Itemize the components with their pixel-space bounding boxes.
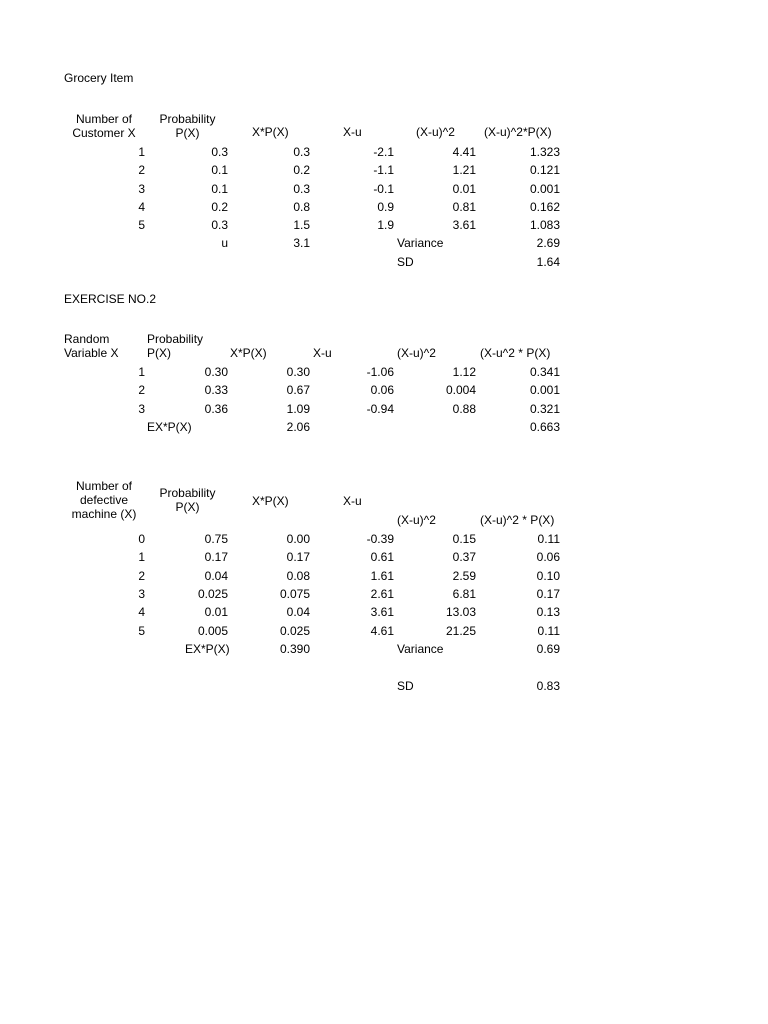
xu2p-cell: 0.001 — [529, 181, 560, 196]
s1-header-xu: X-u — [343, 125, 362, 139]
section2-title: EXERCISE NO.2 — [64, 292, 157, 306]
xu-cell: 2.61 — [370, 586, 394, 601]
s3-header-x — [64, 479, 144, 521]
s1-variance-value: 2.69 — [536, 236, 560, 250]
xu2-cell: 4.41 — [452, 145, 476, 159]
xu2-cell: 3.61 — [452, 218, 476, 233]
s1-header-x-line1: Number of — [75, 112, 133, 126]
xu-cell: -0.39 — [366, 532, 394, 546]
xu2-cell: 0.01 — [452, 181, 476, 196]
xu2p-cell: 0.321 — [529, 401, 560, 416]
p-cell: 0.3 — [211, 218, 228, 233]
x-cell: 0 — [138, 532, 145, 546]
xu-cell: -0.94 — [366, 401, 394, 416]
s3-header-p — [150, 486, 225, 514]
xp-cell: 0.8 — [293, 199, 310, 214]
xp-cell: 0.30 — [286, 365, 310, 379]
x-cell: 5 — [138, 623, 145, 638]
xp-cell: 0.025 — [279, 623, 310, 638]
x-cell: 3 — [138, 401, 145, 416]
section1-title: Grocery Item — [64, 71, 134, 85]
s2-sum-value: 2.06 — [286, 420, 310, 434]
p-cell: 0.2 — [211, 199, 228, 214]
xp-cell: 0.17 — [286, 550, 310, 565]
xu2-cell: 21.25 — [445, 623, 476, 638]
xp-cell: 0.2 — [293, 163, 310, 178]
xu2-cell: 13.03 — [445, 605, 476, 620]
s1-header-xp: X*P(X) — [252, 125, 289, 139]
p-cell: 0.1 — [211, 181, 228, 196]
p-cell: 0.025 — [197, 586, 228, 601]
s3-sum-label: EX*P(X) — [185, 642, 230, 656]
x-cell: 2 — [138, 383, 145, 398]
xp-cell: 0.67 — [286, 383, 310, 398]
s2-header-xu: X-u — [313, 346, 332, 360]
s1-sd-value: 1.64 — [536, 255, 560, 269]
xu2p-cell: 0.121 — [529, 163, 560, 178]
s1-variance-label: Variance — [397, 236, 444, 250]
s1-header-p-line2: P(X) — [175, 126, 200, 140]
p-cell: 0.3 — [211, 145, 228, 159]
xu2-cell: 2.59 — [452, 568, 476, 583]
s1-sd-label: SD — [397, 255, 414, 269]
s2-sum-label: EX*P(X) — [147, 420, 192, 434]
s3-header-xp: X*P(X) — [252, 494, 289, 508]
xu-cell: 3.61 — [370, 605, 394, 620]
s2-sum-variance: 0.663 — [529, 420, 560, 434]
xu-cell: 1.9 — [377, 218, 394, 233]
xu2p-cell: 1.323 — [529, 145, 560, 159]
xp-cell: 0.04 — [286, 605, 310, 620]
s1-header-x-line2: Customer X — [72, 126, 136, 140]
s3-variance-value: 0.69 — [536, 642, 560, 656]
xu2p-cell: 1.083 — [529, 218, 560, 233]
s3-sum-value: 0.390 — [279, 642, 310, 656]
xu2-cell: 0.88 — [452, 401, 476, 416]
x-cell: 2 — [138, 568, 145, 583]
xu2p-cell: 0.13 — [536, 605, 560, 620]
p-cell: 0.30 — [204, 365, 228, 379]
s2-header-xp: X*P(X) — [230, 346, 267, 360]
xu2-cell: 0.004 — [445, 383, 476, 398]
x-cell: 1 — [138, 550, 145, 565]
s2-header-p-line1: Probability — [147, 332, 204, 346]
s3-header-xu2p: (X-u)^2 * P(X) — [480, 513, 555, 527]
xu2-cell: 6.81 — [452, 586, 476, 601]
s1-header-p — [150, 112, 225, 140]
s1-header-x — [64, 112, 144, 140]
xu-cell: 4.61 — [370, 623, 394, 638]
s3-variance-label: Variance — [397, 642, 444, 656]
xu-cell: 0.9 — [377, 199, 394, 214]
x-cell: 1 — [138, 365, 145, 379]
xp-cell: 0.075 — [279, 586, 310, 601]
xu-cell: 0.61 — [370, 550, 394, 565]
xu2-cell: 0.81 — [452, 199, 476, 214]
x-cell: 2 — [138, 163, 145, 178]
xu-cell: 1.61 — [370, 568, 394, 583]
s3-header-xu2: (X-u)^2 — [397, 513, 436, 527]
xp-cell: 0.08 — [286, 568, 310, 583]
p-cell: 0.33 — [204, 383, 228, 398]
xu2p-cell: 0.341 — [529, 365, 560, 379]
xu-cell: -0.1 — [373, 181, 394, 196]
xu-cell: 0.06 — [370, 383, 394, 398]
xu2-cell: 1.21 — [452, 163, 476, 178]
xu2-cell: 0.37 — [452, 550, 476, 565]
xu2p-cell: 0.17 — [536, 586, 560, 601]
s2-header-xu2: (X-u)^2 — [397, 346, 436, 360]
s1-header-xu2: (X-u)^2 — [416, 125, 455, 139]
p-cell: 0.04 — [204, 568, 228, 583]
p-cell: 0.005 — [197, 623, 228, 638]
s2-header-xu2p: (X-u^2 * P(X) — [480, 346, 551, 360]
s1-mean-label: u — [221, 236, 228, 250]
p-cell: 0.01 — [204, 605, 228, 620]
s3-sd-label: SD — [397, 679, 414, 693]
p-cell: 0.75 — [204, 532, 228, 546]
s1-header-p-line1: Probability — [159, 112, 216, 126]
s3-header-x-line1: Number of — [75, 479, 133, 493]
s3-sd-value: 0.83 — [536, 679, 560, 693]
x-cell: 3 — [138, 586, 145, 601]
x-cell: 3 — [138, 181, 145, 196]
s3-header-x-line2: defective — [79, 493, 129, 507]
s2-header-x — [64, 332, 118, 360]
xu2-cell: 1.12 — [452, 365, 476, 379]
x-cell: 4 — [138, 199, 145, 214]
xp-cell: 1.5 — [293, 218, 310, 233]
s2-header-x-line1: Random — [64, 332, 110, 346]
xu2p-cell: 0.162 — [529, 199, 560, 214]
x-cell: 1 — [138, 145, 145, 159]
x-cell: 4 — [138, 605, 145, 620]
s2-header-p-line2: P(X) — [147, 346, 171, 360]
s3-header-p-line1: Probability — [159, 486, 216, 500]
xu2p-cell: 0.11 — [537, 623, 560, 638]
s3-header-xu: X-u — [343, 494, 362, 508]
xp-cell: 0.3 — [293, 181, 310, 196]
xp-cell: 1.09 — [286, 401, 310, 416]
s3-header-p-line2: P(X) — [175, 500, 200, 514]
xu2p-cell: 0.06 — [536, 550, 560, 565]
p-cell: 0.17 — [204, 550, 228, 565]
s1-mean-value: 3.1 — [293, 236, 310, 250]
p-cell: 0.36 — [204, 401, 228, 416]
x-cell: 5 — [138, 218, 145, 233]
xu2p-cell: 0.10 — [536, 568, 560, 583]
xp-cell: 0.3 — [293, 145, 310, 159]
s3-header-x-line3: machine (X) — [71, 507, 137, 521]
xu2p-cell: 0.11 — [537, 532, 560, 546]
p-cell: 0.1 — [211, 163, 228, 178]
xu-cell: -2.1 — [373, 145, 394, 159]
xu-cell: -1.06 — [366, 365, 394, 379]
xu-cell: -1.1 — [373, 163, 394, 178]
xu2p-cell: 0.001 — [529, 383, 560, 398]
s2-header-p — [147, 332, 203, 360]
xu2-cell: 0.15 — [452, 532, 476, 546]
s1-header-xu2p: (X-u)^2*P(X) — [484, 125, 552, 139]
s2-header-x-line2: Variable X — [64, 346, 119, 360]
xp-cell: 0.00 — [286, 532, 310, 546]
